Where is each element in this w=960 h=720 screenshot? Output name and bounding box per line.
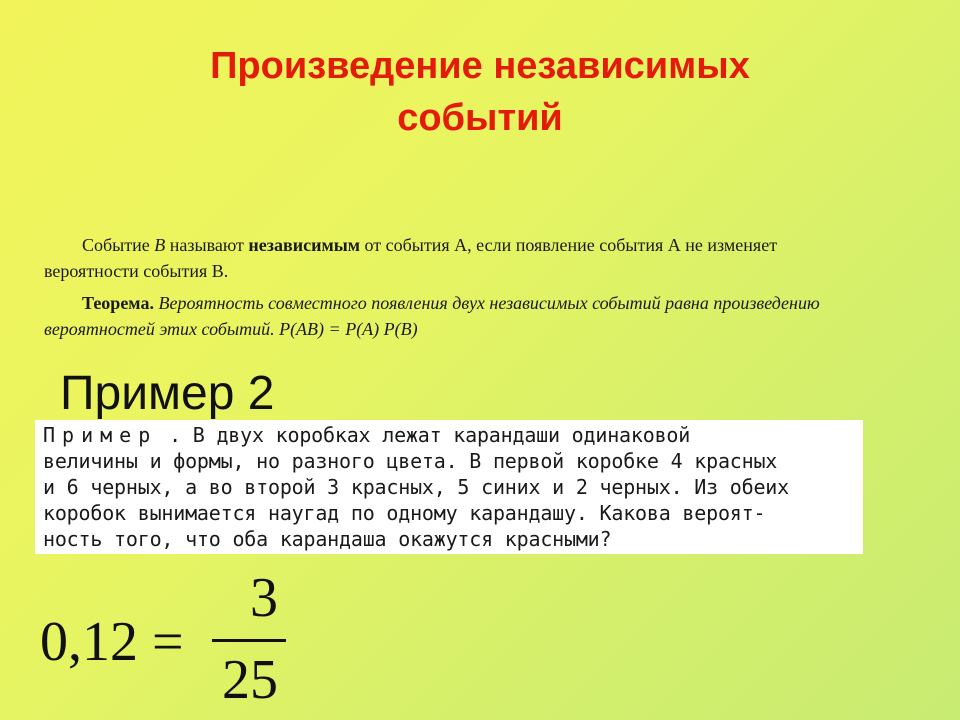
problem-text-box (35, 420, 863, 554)
problem-line-1 (43, 422, 855, 448)
definition-event-b: В (154, 235, 166, 255)
definition-text-3: от события А, если появление события А не изменяет вероятности события В. (44, 235, 778, 281)
answer-equation (40, 567, 340, 718)
problem-line-2: величины и формы, но разного цвета. В первой коробке 4 красных (43, 449, 778, 473)
fraction-bar (212, 639, 286, 642)
theorem-text: Вероятность совместного появления двух независимых событий равна произведению вероятностей этих событий. Р(АВ) = Р(А) Р(В) (44, 293, 820, 339)
theorem-paragraph (44, 290, 870, 342)
slide-title-line-2: событий (397, 97, 563, 139)
example-heading: Пример 2 (60, 367, 275, 420)
definition-text-1: Событие (82, 235, 155, 255)
definition-text-2: называют (165, 235, 249, 255)
fraction-numerator: 3 (250, 567, 278, 629)
slide-title-line-1: Произведение независимых (210, 45, 750, 87)
theorem-label: Теорема. (82, 293, 154, 313)
definition-block (44, 232, 870, 342)
problem-line-1-text: . В двух коробках лежат карандаши одинаковой (157, 423, 691, 447)
slide-title (80, 40, 880, 144)
problem-line-5: ность того, что оба карандаша окажутся красными? (43, 527, 612, 551)
equation-lhs: 0,12 = (40, 611, 184, 673)
problem-line-3: и 6 черных, а во второй 3 красных, 5 синих и 2 черных. Из обеих (43, 475, 789, 499)
definition-term: независимым (248, 235, 361, 255)
problem-label: Пример (43, 423, 158, 447)
definition-paragraph (44, 232, 870, 284)
problem-line-4: коробок вынимается наугад по одному карандашу. Какова вероят- (43, 501, 766, 525)
fraction-denominator: 25 (222, 649, 278, 711)
